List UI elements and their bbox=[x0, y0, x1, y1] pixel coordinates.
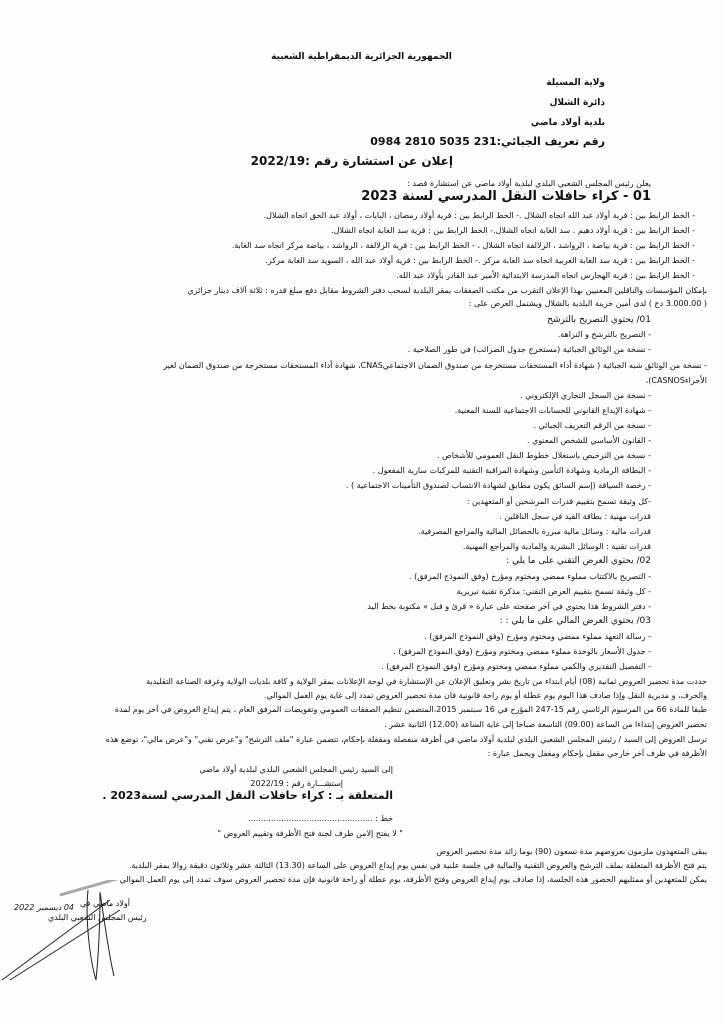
republic-heading: الجمهورية الجزائرية الديمقراطية الشعبية bbox=[271, 52, 452, 62]
body-line: تحضير العروض إبتداءا من الساعة (09.00) التاسعة صباحا إلى غاية الساعة (12.00) الثانية عشر . bbox=[384, 720, 707, 729]
commune: بلدية أولاد ماضي bbox=[530, 118, 605, 128]
signature-place: أولاد ماضي في bbox=[80, 899, 130, 908]
body-line: - التصريح بالاكتتاب مملوء ممضي ومختوم ومؤرخ (وفق النموذج المرفق) . bbox=[409, 572, 651, 581]
body-line: - رسالة التعهد مملوء ممضي ومختوم ومؤرخ (وفق النموذج المرفق) . bbox=[424, 632, 651, 641]
body-line: ( 3.000.00 دج ) لدى أمين خزينة البلدية بالشلال ويشتمل العرض على : bbox=[468, 299, 707, 308]
route-line: - الخط الرابط بين : قرية بياضة ، الرواشد ، الزلالفة اتجاه الشلال ، - الخط الرابط بين : قرية الزلالفة ، الرواشد ، بياضة مركز اتجاه سد الغابة. bbox=[231, 241, 695, 250]
signature-role: رئيس المجلس الشعبي البلدي bbox=[48, 913, 147, 922]
envelope-recipient: إلى السيد رئيس المجلس الشعبي البلدي لبلدية أولاد ماضي bbox=[199, 765, 393, 774]
body-line: - القانون الأساسي للشخص المعنوي . bbox=[527, 436, 651, 445]
section-01: 01/ يحتوي التصريح بالترشح bbox=[547, 315, 651, 325]
body-line: الأظرفة في ظرف آخر خارجي مقفل بإحكام ومغفل ويحمل عبارة : bbox=[487, 749, 707, 758]
handwritten-signature bbox=[0, 880, 140, 990]
body-line: - جدول الأسعار بالوحدة مملوء ممضي ومختوم ومؤرخ (وفق النموذج المرفق) . bbox=[393, 647, 651, 656]
body-line: - التفصيل التقديري والكمي مملوء ممضي ومختوم ومؤرخ (وفق النموذج المرفق) . bbox=[381, 662, 651, 671]
body-line: - رخصة السياقة (إسم السائق يكون مطابق لشهادة الانتساب لصندوق التأمينات الاجتماعية ) . bbox=[345, 481, 651, 490]
tax-id: رقم تعريف الجبائي:231 5035 2810 0984 bbox=[370, 135, 605, 148]
body-line: - كل وثيقة تسمح بتقييم العرض التقني: مذكرة تقنية تبريرية bbox=[456, 587, 651, 596]
signature-date: 04 ديسمبر 2022 bbox=[14, 903, 75, 912]
body-line: قدرات تقنية : الوسائل البشرية والمادية والمراجع المهنية. bbox=[462, 542, 651, 551]
route-line: - الخط الرابط بين : قرية سد الغابة الغربية اتجاه سد الغابة مركز .- الخط الرابط بين : قرية أولاد عبد الله ، السويد سد الغابة مركز. bbox=[265, 256, 695, 265]
body-line: طبقا للمادة 66 من المرسوم الرئاسي رقم 15-247 المؤرخ في 16 سبتمبر 2015،المتضمن تنظيم الصفقات العمومي وتفويضات المرفق العام ، يتم إيداع العروض في آخر يوم لمدة bbox=[114, 705, 707, 714]
route-line: - الخط الرابط بين : قرية أولاد دهيم . سد الغابة اتجاه الشلال.- الخط الرابط بين : قرية سد الغابة اتجاه الشلال. bbox=[331, 226, 695, 235]
wilaya: ولاية المسيلة bbox=[546, 78, 605, 88]
closing-line: يمكن للمتعهدين أو ممثليهم الحضور هذه الجلسة، إذا صادف يوم إيداع العروض وفتح الأظرفة، يوم عطلة أو راحة قانونية فإن مدة تحضير العروض سوف تمدد إلى يوم العمل الموالي bbox=[119, 875, 707, 884]
body-line: والحرف، و مديرية النقل وإذا صادف هذا اليوم يوم عطلة أو يوم راحة قانونية فان مدة تحضير العروض تمدد إلى غاية يوم العمل الموالي. bbox=[263, 691, 707, 700]
section-03: 03/ يحتوي العرض المالي على ما يلي : : bbox=[499, 616, 651, 626]
envelope-subject: المتعلقة بـ : كراء حافلات النقل المدرسي لسنة2023 . bbox=[102, 789, 393, 802]
envelope-reference: إستشـــارة رقم : 2022/19 bbox=[250, 779, 343, 788]
intro: يعلن رئيس المجلس الشعبي البلدي لبلدية أولاد ماضي عن استشارة قصد : bbox=[407, 179, 651, 188]
body-line: - شهادة الإيداع القانوني للحسابات الاجتماعية للسنة المعنية. bbox=[454, 406, 651, 415]
body-line: قدرات مالية : وسائل مالية مبررة بالحصائل المالية والمراجع المصرفية. bbox=[418, 527, 651, 536]
body-line: ترسل العروض إلى السيد / رئيس المجلس الشعبي البلدي لبلدية أولاد ماضي في أظرفة منفصلة ومقفلة بإحكام، تتضمن عبارة "ملف الترشح" و"عرض تقني" و"عرض مالي"، توضع هذه bbox=[105, 735, 707, 744]
body-line: بإمكان المؤسسات والناقلين المعنيين بهذا الإعلان التقرب من مكتب الصفقات بمقر البلدية لسحب دفتر الشروط مقابل دفع مبلغ قدره : ثلاثة آلاف دينار جزائري bbox=[187, 286, 707, 295]
consultation-title: إعلان عن استشارة رقم :2022/19 bbox=[250, 154, 453, 168]
body-line: حددت مدة تحضير العروض ثمانية (08) أيام ابتداء من تاريخ نشر وتعليق الإعلان عن الإستشارة في لوحة الإعلانات بمقر الولاية و كافة بلديات الولاية وغرفة الصناعة التقليدية bbox=[146, 677, 707, 686]
body-line: - نسخة من الوثائق الجبائية (مستخرج جدول الضرائب) في طور الصلاحية . bbox=[407, 345, 651, 354]
route-line: - الخط الرابط بين : قرية الهجارس اتجاه المدرسة الابتدائية الأمير عبد القادر بأولاد عبد الله. bbox=[396, 271, 695, 280]
section-02: 02/ يحتوي العرض التقني على ما يلي : bbox=[506, 556, 651, 566]
body-line: - نسخة من الترخيص باستغلال خطوط النقل العمومي للأشخاص . bbox=[436, 451, 651, 460]
body-line: - نسخة من السجل التجاري الإلكتروني . bbox=[520, 391, 651, 400]
envelope-notice: " لا يفتح إلامن طرف لجنة فتح الأظرفة وتقييم العروض " bbox=[217, 829, 403, 838]
body-line: الأجراءCASNOS)، bbox=[645, 376, 707, 385]
closing-line: يبقى المتعهدون ملزمون بعروضهم مدة تسعون (90) يوما زائد مدة تحضير العروض bbox=[436, 847, 707, 856]
body-line: - نسخة من الوثائق شبه الجبائية ( شهادة أداء المستحقات مستخرجة من صندوق الضمان الاجتماعيCNAS، شهادة أداء المستحقات مستخرجة من صندوق الضمان لغير bbox=[163, 361, 707, 370]
body-line: - نسخة من الرقم التعريف الجبائي . bbox=[533, 421, 651, 430]
lot-title: 01 - كراء حافلات النقل المدرسي لسنة 2023 bbox=[361, 189, 651, 204]
body-line: - البطاقة الرمادية وشهادة التأمين وشهادة المراقبة التقنية للمركبات سارية المفعول . bbox=[372, 466, 651, 475]
body-line: - دفتر الشروط هذا يحتوي في آخر صفحته على عبارة « قرئ و قبل » مكتوبة بخط اليد bbox=[367, 602, 651, 611]
body-line: قدرات مهنية : بطاقة القيد في سجل الناقلين . bbox=[499, 512, 651, 521]
body-line: - التصريح بالترشح و النزاهة. bbox=[557, 330, 651, 339]
body-line: -كل وثيقة تسمح بتقييم قدرات المرشحين أو المتعهدين : bbox=[466, 497, 651, 506]
closing-line: يتم فتح الأظرفة المتعلقة بملف الترشح والعروض التقنية والمالية في جلسة علنية في نفس يوم إيداع العروض على الساعة (13.30) الثالثة عشر وثلاثون دقيقة زوالا بمقر البلدية. bbox=[128, 861, 707, 870]
daira: دائرة الشلال bbox=[549, 98, 605, 108]
route-line: - الخط الرابط بين : قرية أولاد عبد الله اتجاه الشلال .- الخط الرابط بين : قرية أولاد رمضان ، البايات ، أولاد عبد الحق اتجاه الشلال. bbox=[263, 211, 695, 220]
envelope-line: خط : ................................................. bbox=[248, 814, 393, 823]
